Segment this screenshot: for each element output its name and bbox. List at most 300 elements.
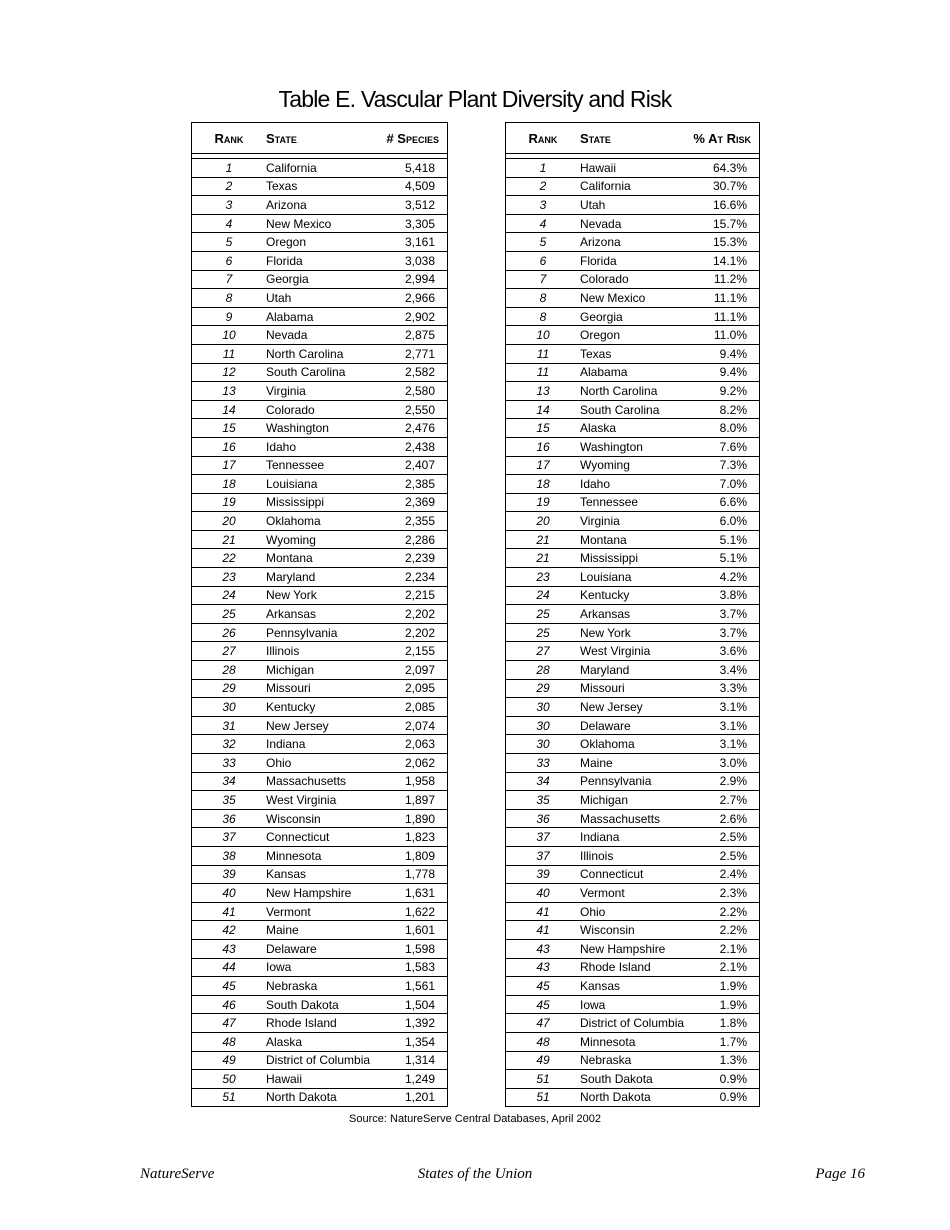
table-row <box>192 902 448 921</box>
rank-cell: 48 <box>192 1032 267 1051</box>
value-cell: 1,897 <box>380 791 447 810</box>
value-cell: 5.1% <box>690 530 760 549</box>
table-row <box>506 363 760 382</box>
rank-cell: 2 <box>506 177 581 196</box>
table-row <box>192 828 448 847</box>
value-cell: 2,550 <box>380 400 447 419</box>
value-cell: 2,215 <box>380 586 447 605</box>
value-cell: 15.3% <box>690 233 760 252</box>
state-cell: West Virginia <box>266 791 380 810</box>
table-row <box>192 698 448 717</box>
table-row <box>506 735 760 754</box>
table-row <box>192 1070 448 1089</box>
state-cell: Ohio <box>580 902 690 921</box>
state-cell: District of Columbia <box>266 1051 380 1070</box>
rank-cell: 18 <box>192 475 267 494</box>
table-row <box>192 419 448 438</box>
table-row <box>192 493 448 512</box>
state-cell: North Dakota <box>580 1088 690 1107</box>
rank-cell: 29 <box>506 679 581 698</box>
value-cell: 2.9% <box>690 772 760 791</box>
rank-cell: 1 <box>506 159 581 178</box>
value-cell: 3.7% <box>690 623 760 642</box>
table-row <box>192 1088 448 1107</box>
value-cell: 8.0% <box>690 419 760 438</box>
state-cell: Hawaii <box>580 159 690 178</box>
state-header: State <box>580 123 690 154</box>
rank-cell: 30 <box>506 698 581 717</box>
state-cell: Montana <box>580 530 690 549</box>
table-row <box>192 159 448 178</box>
rank-cell: 30 <box>506 735 581 754</box>
table-row <box>506 196 760 215</box>
value-cell: 3.4% <box>690 661 760 680</box>
rank-cell: 10 <box>192 326 267 345</box>
value-cell: 2.1% <box>690 939 760 958</box>
rank-cell: 50 <box>192 1070 267 1089</box>
state-cell: Louisiana <box>580 568 690 587</box>
state-cell: New York <box>580 623 690 642</box>
table-row <box>192 196 448 215</box>
rank-cell: 21 <box>506 549 581 568</box>
state-cell: Massachusetts <box>266 772 380 791</box>
table-row <box>506 605 760 624</box>
value-cell: 3.8% <box>690 586 760 605</box>
rank-cell: 5 <box>192 233 267 252</box>
state-cell: Utah <box>580 196 690 215</box>
rank-cell: 23 <box>506 568 581 587</box>
value-cell: 14.1% <box>690 251 760 270</box>
rank-cell: 3 <box>192 196 267 215</box>
table-row <box>506 549 760 568</box>
value-cell: 1,561 <box>380 977 447 996</box>
state-cell: Maryland <box>266 568 380 587</box>
state-cell: Vermont <box>580 884 690 903</box>
table-row <box>506 1014 760 1033</box>
table-row <box>506 791 760 810</box>
state-cell: Pennsylvania <box>580 772 690 791</box>
table-row <box>192 661 448 680</box>
value-cell: 3.1% <box>690 698 760 717</box>
state-cell: Nevada <box>580 214 690 233</box>
state-cell: Oregon <box>580 326 690 345</box>
rank-cell: 47 <box>506 1014 581 1033</box>
state-cell: Maine <box>580 754 690 773</box>
state-cell: Tennessee <box>266 456 380 475</box>
table-row <box>506 159 760 178</box>
value-cell: 8.2% <box>690 400 760 419</box>
state-cell: Hawaii <box>266 1070 380 1089</box>
rank-cell: 25 <box>506 605 581 624</box>
species-table-header <box>192 123 448 154</box>
rank-cell: 16 <box>506 437 581 456</box>
state-cell: Iowa <box>266 958 380 977</box>
state-cell: New Mexico <box>580 289 690 308</box>
rank-cell: 40 <box>192 884 267 903</box>
rank-cell: 45 <box>192 977 267 996</box>
table-row <box>506 1070 760 1089</box>
rank-cell: 45 <box>506 977 581 996</box>
state-cell: North Dakota <box>266 1088 380 1107</box>
table-row <box>192 326 448 345</box>
table-row <box>506 177 760 196</box>
rank-cell: 21 <box>506 530 581 549</box>
value-cell: 2.4% <box>690 865 760 884</box>
state-cell: Nevada <box>266 326 380 345</box>
table-row <box>506 884 760 903</box>
state-cell: Iowa <box>580 995 690 1014</box>
value-cell: 2,155 <box>380 642 447 661</box>
state-cell: Missouri <box>580 679 690 698</box>
rank-cell: 11 <box>192 344 267 363</box>
rank-cell: 41 <box>506 902 581 921</box>
state-cell: Arkansas <box>580 605 690 624</box>
rank-cell: 11 <box>506 344 581 363</box>
rank-cell: 25 <box>506 623 581 642</box>
state-cell: North Carolina <box>266 344 380 363</box>
state-cell: Washington <box>580 437 690 456</box>
table-row <box>506 530 760 549</box>
rank-cell: 36 <box>192 809 267 828</box>
state-cell: Georgia <box>266 270 380 289</box>
state-cell: Georgia <box>580 307 690 326</box>
value-cell: 11.0% <box>690 326 760 345</box>
table-row <box>192 549 448 568</box>
table-row <box>506 958 760 977</box>
state-cell: New York <box>266 586 380 605</box>
rank-cell: 12 <box>192 363 267 382</box>
rank-cell: 30 <box>506 716 581 735</box>
table-row <box>506 326 760 345</box>
table-row <box>192 270 448 289</box>
rank-cell: 41 <box>506 921 581 940</box>
value-cell: 9.2% <box>690 382 760 401</box>
rank-cell: 36 <box>506 809 581 828</box>
rank-cell: 24 <box>192 586 267 605</box>
value-cell: 1.8% <box>690 1014 760 1033</box>
state-cell: Louisiana <box>266 475 380 494</box>
state-cell: Ohio <box>266 754 380 773</box>
table-row <box>192 921 448 940</box>
value-cell: 6.0% <box>690 512 760 531</box>
value-cell: 2,095 <box>380 679 447 698</box>
value-cell: 2,582 <box>380 363 447 382</box>
value-cell: 3.3% <box>690 679 760 698</box>
state-cell: Rhode Island <box>266 1014 380 1033</box>
rank-cell: 24 <box>506 586 581 605</box>
state-cell: Alaska <box>580 419 690 438</box>
table-row <box>506 865 760 884</box>
state-cell: New Hampshire <box>580 939 690 958</box>
state-cell: Oklahoma <box>580 735 690 754</box>
state-cell: West Virginia <box>580 642 690 661</box>
value-cell: 1,598 <box>380 939 447 958</box>
table-row <box>192 456 448 475</box>
state-cell: Massachusetts <box>580 809 690 828</box>
rank-cell: 7 <box>192 270 267 289</box>
table-row <box>192 214 448 233</box>
value-cell: 2.1% <box>690 958 760 977</box>
rank-cell: 42 <box>192 921 267 940</box>
rank-cell: 37 <box>506 828 581 847</box>
state-cell: District of Columbia <box>580 1014 690 1033</box>
value-cell: 2.3% <box>690 884 760 903</box>
value-cell: 2,097 <box>380 661 447 680</box>
state-cell: California <box>580 177 690 196</box>
value-cell: 1.9% <box>690 995 760 1014</box>
table-row <box>506 809 760 828</box>
table-row <box>192 1014 448 1033</box>
table-row <box>506 642 760 661</box>
state-cell: Minnesota <box>580 1032 690 1051</box>
table-row <box>506 828 760 847</box>
rank-cell: 6 <box>192 251 267 270</box>
state-cell: South Dakota <box>580 1070 690 1089</box>
value-cell: 7.6% <box>690 437 760 456</box>
rank-cell: 28 <box>192 661 267 680</box>
rank-cell: 37 <box>506 846 581 865</box>
rank-cell: 4 <box>192 214 267 233</box>
rank-cell: 26 <box>192 623 267 642</box>
rank-cell: 6 <box>506 251 581 270</box>
table-row <box>506 1051 760 1070</box>
state-cell: South Carolina <box>266 363 380 382</box>
table-row <box>192 1051 448 1070</box>
table-row <box>192 623 448 642</box>
page-title: Table E. Vascular Plant Diversity and Risk <box>278 86 672 112</box>
table-row <box>506 754 760 773</box>
value-cell: 11.1% <box>690 289 760 308</box>
state-cell: Connecticut <box>580 865 690 884</box>
rank-cell: 13 <box>192 382 267 401</box>
value-cell: 3,161 <box>380 233 447 252</box>
table-row <box>192 846 448 865</box>
at-risk-table-body <box>506 154 760 1107</box>
value-cell: 5,418 <box>380 159 447 178</box>
table-row <box>506 307 760 326</box>
value-cell: 2,202 <box>380 605 447 624</box>
state-cell: Virginia <box>580 512 690 531</box>
table-row <box>506 902 760 921</box>
value-cell: 3.6% <box>690 642 760 661</box>
state-cell: Florida <box>266 251 380 270</box>
rank-cell: 29 <box>192 679 267 698</box>
state-cell: Connecticut <box>266 828 380 847</box>
state-cell: Indiana <box>266 735 380 754</box>
rank-cell: 28 <box>506 661 581 680</box>
value-cell: 11.2% <box>690 270 760 289</box>
state-cell: New Mexico <box>266 214 380 233</box>
rank-cell: 3 <box>506 196 581 215</box>
value-cell: 1,823 <box>380 828 447 847</box>
state-cell: Rhode Island <box>580 958 690 977</box>
rank-cell: 8 <box>192 289 267 308</box>
rank-cell: 43 <box>506 958 581 977</box>
state-cell: Wyoming <box>580 456 690 475</box>
rank-cell: 43 <box>192 939 267 958</box>
value-cell: 3,038 <box>380 251 447 270</box>
value-cell: 0.9% <box>690 1070 760 1089</box>
state-cell: South Carolina <box>580 400 690 419</box>
value-cell: 2,902 <box>380 307 447 326</box>
state-cell: New Hampshire <box>266 884 380 903</box>
rank-header: Rank <box>192 123 267 154</box>
rank-cell: 37 <box>192 828 267 847</box>
state-cell: Wyoming <box>266 530 380 549</box>
table-row <box>192 344 448 363</box>
table-row <box>192 437 448 456</box>
rank-cell: 19 <box>506 493 581 512</box>
value-cell: 2.7% <box>690 791 760 810</box>
table-row <box>192 865 448 884</box>
value-cell: 2,385 <box>380 475 447 494</box>
table-row <box>192 716 448 735</box>
table-row <box>192 568 448 587</box>
table-row <box>506 1088 760 1107</box>
rank-cell: 15 <box>192 419 267 438</box>
value-cell: 1,504 <box>380 995 447 1014</box>
table-row <box>192 400 448 419</box>
state-cell: Maryland <box>580 661 690 680</box>
state-cell: Texas <box>266 177 380 196</box>
table-row <box>506 568 760 587</box>
value-cell: 1,622 <box>380 902 447 921</box>
state-cell: Delaware <box>266 939 380 958</box>
table-row <box>192 512 448 531</box>
value-cell: 1,392 <box>380 1014 447 1033</box>
state-cell: Illinois <box>266 642 380 661</box>
rank-cell: 33 <box>506 754 581 773</box>
value-cell: 7.3% <box>690 456 760 475</box>
value-cell: 2,966 <box>380 289 447 308</box>
value-cell: 2,239 <box>380 549 447 568</box>
rank-cell: 41 <box>192 902 267 921</box>
state-cell: Delaware <box>580 716 690 735</box>
value-cell: 2.2% <box>690 902 760 921</box>
state-cell: Alabama <box>266 307 380 326</box>
value-cell: 1.3% <box>690 1051 760 1070</box>
value-cell: 1,314 <box>380 1051 447 1070</box>
table-row <box>192 754 448 773</box>
table-row <box>506 1032 760 1051</box>
table-row <box>506 939 760 958</box>
rank-cell: 14 <box>506 400 581 419</box>
state-cell: Pennsylvania <box>266 623 380 642</box>
state-cell: Minnesota <box>266 846 380 865</box>
table-row <box>506 772 760 791</box>
rank-cell: 39 <box>192 865 267 884</box>
footer-report-title: States of the Union <box>417 1166 533 1182</box>
table-row <box>506 289 760 308</box>
state-header: State <box>266 123 380 154</box>
value-cell: 16.6% <box>690 196 760 215</box>
state-cell: Michigan <box>266 661 380 680</box>
value-cell: 2,286 <box>380 530 447 549</box>
value-cell: 2.5% <box>690 828 760 847</box>
rank-cell: 16 <box>192 437 267 456</box>
value-cell: 1,890 <box>380 809 447 828</box>
state-cell: Kentucky <box>266 698 380 717</box>
state-cell: Arizona <box>580 233 690 252</box>
value-cell: 2,476 <box>380 419 447 438</box>
value-cell: 7.0% <box>690 475 760 494</box>
rank-cell: 2 <box>192 177 267 196</box>
rank-cell: 39 <box>506 865 581 884</box>
rank-cell: 31 <box>192 716 267 735</box>
state-cell: New Jersey <box>580 698 690 717</box>
rank-cell: 5 <box>506 233 581 252</box>
value-cell: 1,583 <box>380 958 447 977</box>
value-cell: 6.6% <box>690 493 760 512</box>
source-note: Source: NatureServe Central Databases, April 2002 <box>349 1113 601 1125</box>
value-cell: 2.2% <box>690 921 760 940</box>
state-cell: Wisconsin <box>580 921 690 940</box>
table-row <box>192 233 448 252</box>
table-row <box>192 995 448 1014</box>
rank-cell: 51 <box>506 1088 581 1107</box>
table-row <box>192 679 448 698</box>
table-row <box>506 456 760 475</box>
rank-cell: 47 <box>192 1014 267 1033</box>
table-row <box>506 716 760 735</box>
rank-cell: 27 <box>192 642 267 661</box>
state-cell: Texas <box>580 344 690 363</box>
value-cell: 1.9% <box>690 977 760 996</box>
value-cell: 2,074 <box>380 716 447 735</box>
footer-publisher: NatureServe <box>140 1166 215 1182</box>
state-cell: Michigan <box>580 791 690 810</box>
rank-cell: 38 <box>192 846 267 865</box>
table-row <box>192 958 448 977</box>
state-cell: North Carolina <box>580 382 690 401</box>
state-cell: Alabama <box>580 363 690 382</box>
value-cell: 5.1% <box>690 549 760 568</box>
rank-cell: 30 <box>192 698 267 717</box>
rank-cell: 51 <box>192 1088 267 1107</box>
table-row <box>192 475 448 494</box>
rank-cell: 25 <box>192 605 267 624</box>
value-cell: 2,994 <box>380 270 447 289</box>
species-table-body <box>192 154 448 1107</box>
value-cell: 2,580 <box>380 382 447 401</box>
state-cell: Oklahoma <box>266 512 380 531</box>
rank-cell: 9 <box>192 307 267 326</box>
value-cell: 0.9% <box>690 1088 760 1107</box>
state-cell: Mississippi <box>580 549 690 568</box>
value-cell: 2,771 <box>380 344 447 363</box>
state-cell: Washington <box>266 419 380 438</box>
value-cell: 2.5% <box>690 846 760 865</box>
table-row <box>192 809 448 828</box>
rank-cell: 45 <box>506 995 581 1014</box>
state-cell: Indiana <box>580 828 690 847</box>
table-row <box>506 270 760 289</box>
table-row <box>506 233 760 252</box>
state-cell: Illinois <box>580 846 690 865</box>
rank-cell: 40 <box>506 884 581 903</box>
value-cell: 2.6% <box>690 809 760 828</box>
state-cell: New Jersey <box>266 716 380 735</box>
table-row <box>506 661 760 680</box>
rank-cell: 4 <box>506 214 581 233</box>
table-row <box>192 939 448 958</box>
value-cell: 2,875 <box>380 326 447 345</box>
table-row <box>192 791 448 810</box>
value-cell: 1,958 <box>380 772 447 791</box>
state-cell: Colorado <box>580 270 690 289</box>
value-cell: 3.1% <box>690 716 760 735</box>
table-row <box>506 419 760 438</box>
